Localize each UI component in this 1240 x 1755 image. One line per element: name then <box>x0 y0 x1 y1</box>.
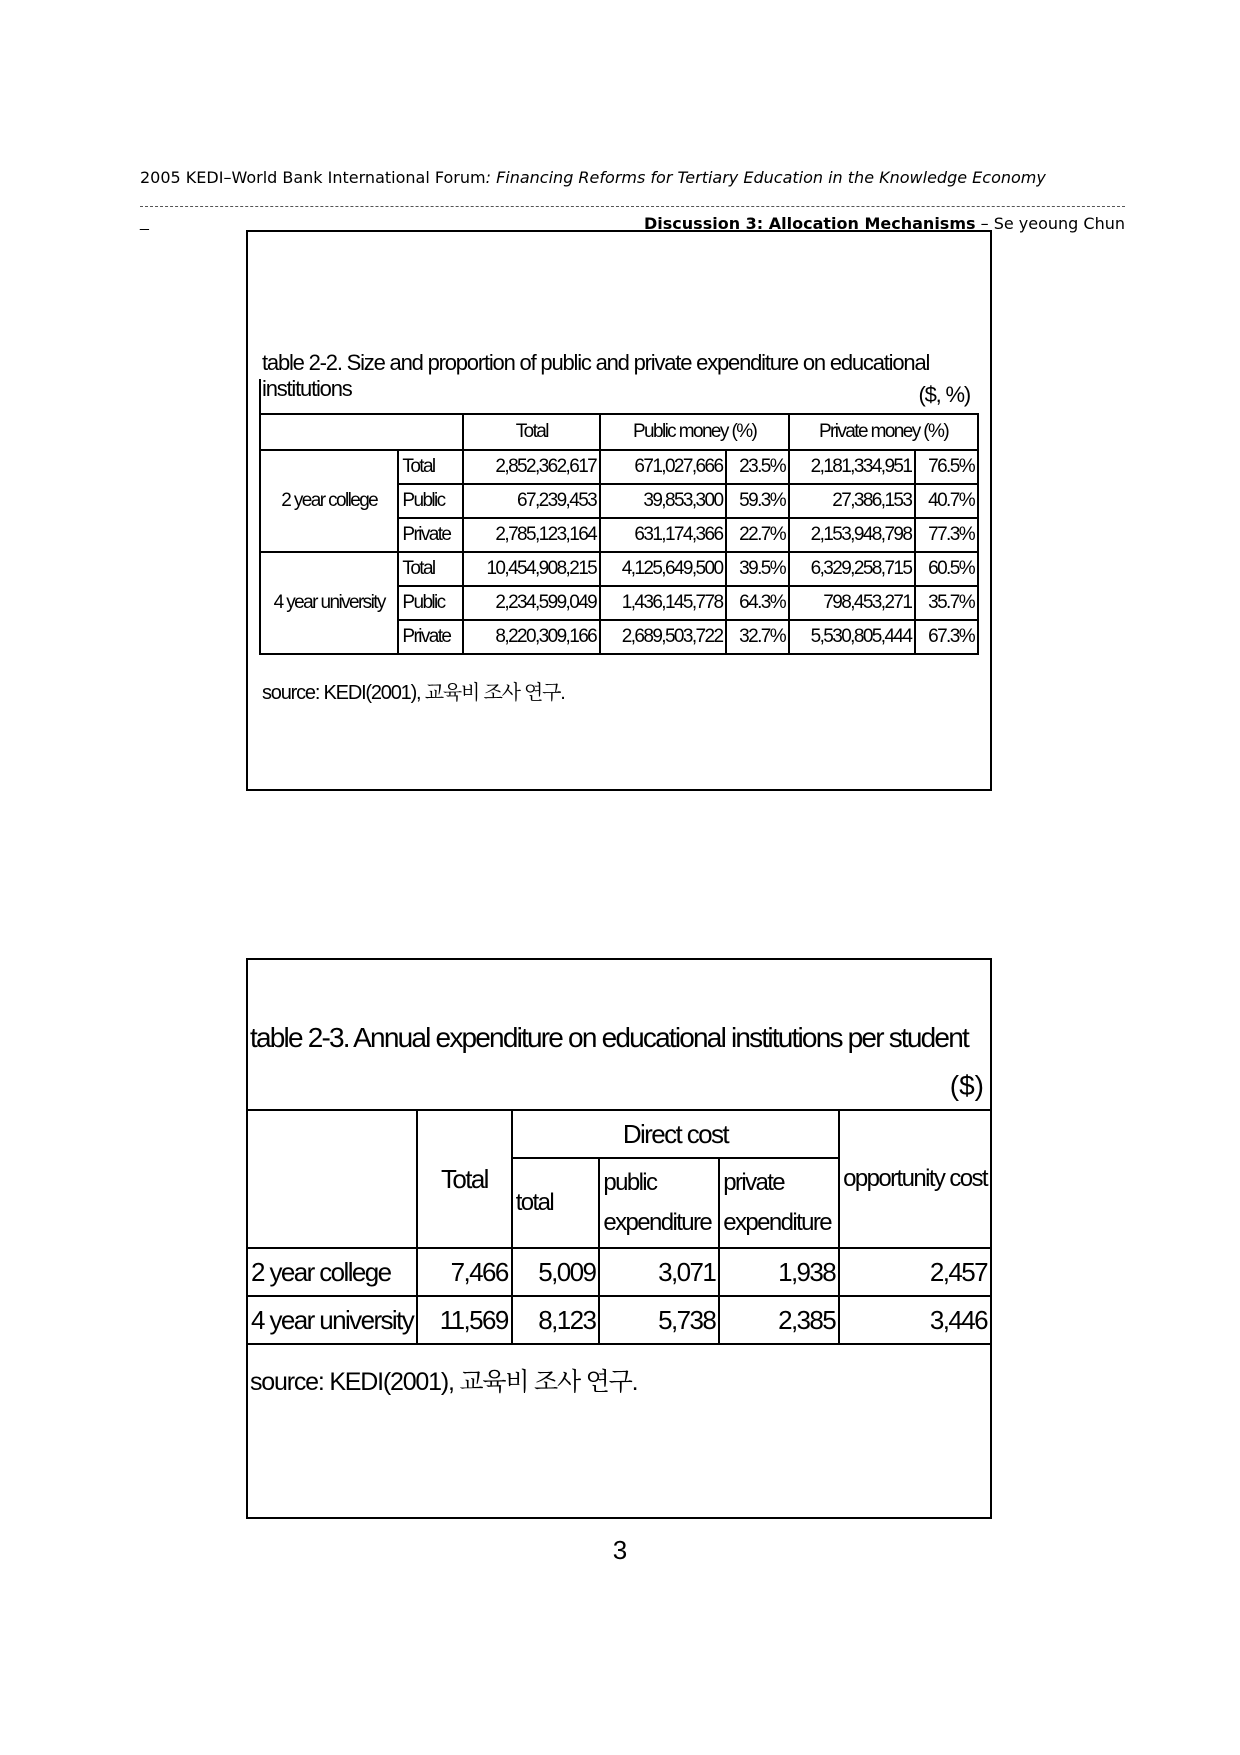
table-2-3-unit: ($) <box>949 1070 984 1101</box>
table-cell: 2,785,123,164 <box>463 518 600 552</box>
table-cell: Total <box>463 414 600 450</box>
header-rule <box>140 206 1125 207</box>
table-row <box>247 1296 991 1344</box>
table-cell: 4 year university <box>260 552 398 654</box>
table-row <box>260 450 978 484</box>
table-cell: Public <box>398 586 463 620</box>
table-2-2-title: table 2-2. Size and proportion of public and private expenditure on educational institutions <box>262 350 930 401</box>
table-2-2-unit: ($, %) <box>918 382 970 407</box>
table-cell: 59.3% <box>726 484 789 518</box>
table-cell: 8,220,309,166 <box>463 620 600 654</box>
table-row <box>247 1110 991 1158</box>
table-cell: 2,852,362,617 <box>463 450 600 484</box>
table-cell: 77.3% <box>915 518 978 552</box>
table-cell: 6,329,258,715 <box>789 552 915 586</box>
table-cell: 1,436,145,778 <box>600 586 726 620</box>
table-2-3-source: source: KEDI(2001), 교육비 조사 연구. <box>250 1368 638 1396</box>
table-cell: 2 year college <box>247 1248 417 1296</box>
table-cell: Total <box>417 1110 512 1248</box>
table-cell: 2,689,503,722 <box>600 620 726 654</box>
discussion-title: Discussion 3: Allocation Mechanisms <box>644 214 976 233</box>
table-2-3-title: table 2-3. Annual expenditure on educational institutions per student <box>250 1022 968 1053</box>
table-2-2-frame <box>246 230 992 791</box>
table-cell: 64.3% <box>726 586 789 620</box>
table-cell: 3,071 <box>599 1248 719 1296</box>
table-cell: 39,853,300 <box>600 484 726 518</box>
table-row <box>260 552 978 586</box>
page-number: 3 <box>612 1535 628 1565</box>
table-cell: 11,569 <box>417 1296 512 1344</box>
table-cell: 5,738 <box>599 1296 719 1344</box>
running-header <box>140 168 1046 187</box>
table-cell: total <box>512 1158 600 1248</box>
table-cell: 5,009 <box>512 1248 600 1296</box>
table-cell: 67.3% <box>915 620 978 654</box>
table-row <box>260 414 978 450</box>
table-cell: 10,454,908,215 <box>463 552 600 586</box>
table-cell: 671,027,666 <box>600 450 726 484</box>
table-cell <box>260 414 463 450</box>
table-cell: 2 year college <box>260 450 398 552</box>
table-cell: 798,453,271 <box>789 586 915 620</box>
table-cell: Direct cost <box>512 1110 839 1158</box>
table-cell: 60.5% <box>915 552 978 586</box>
table-cell: 2,385 <box>719 1296 839 1344</box>
table-2-3-frame <box>246 958 992 1519</box>
table-cell: Total <box>398 450 463 484</box>
table-cell: 2,181,334,951 <box>789 450 915 484</box>
author: – Se yeoung Chun <box>975 214 1125 233</box>
table-cell: Public <box>398 484 463 518</box>
table-2-2 <box>259 413 979 655</box>
table-cell: 27,386,153 <box>789 484 915 518</box>
table-cell: 35.7% <box>915 586 978 620</box>
table-cell: 23.5% <box>726 450 789 484</box>
table-cell: opportunity cost <box>839 1110 991 1248</box>
table-cell: 22.7% <box>726 518 789 552</box>
table-cell: 5,530,805,444 <box>789 620 915 654</box>
table-cell: Public money (%) <box>600 414 789 450</box>
table-cell: 2,153,948,798 <box>789 518 915 552</box>
table-cell: public expenditure <box>599 1158 719 1248</box>
table-cell: 40.7% <box>915 484 978 518</box>
forum-name: 2005 KEDI–World Bank International Forum <box>140 168 486 187</box>
table-cell: 8,123 <box>512 1296 600 1344</box>
table-cell: Private <box>398 620 463 654</box>
table-cell: 1,938 <box>719 1248 839 1296</box>
table-cell: private expenditure <box>719 1158 839 1248</box>
table-row <box>247 1248 991 1296</box>
table-cell: 67,239,453 <box>463 484 600 518</box>
table-2-2-source: source: KEDI(2001), 교육비 조사 연구. <box>262 682 565 704</box>
table-cell: Private <box>398 518 463 552</box>
table-cell <box>247 1110 417 1248</box>
forum-title: : Financing Reforms for Tertiary Education in the Knowledge Economy <box>485 168 1046 187</box>
table-cell: 76.5% <box>915 450 978 484</box>
table-cell: Private money (%) <box>789 414 978 450</box>
table-cell: 4 year university <box>247 1296 417 1344</box>
table-cell: 39.5% <box>726 552 789 586</box>
header-dash: _ <box>140 214 149 231</box>
frame-tick <box>259 379 261 415</box>
table-cell: 2,234,599,049 <box>463 586 600 620</box>
table-2-3 <box>246 1109 992 1345</box>
table-cell: Total <box>398 552 463 586</box>
table-cell: 2,457 <box>839 1248 991 1296</box>
table-cell: 631,174,366 <box>600 518 726 552</box>
table-cell: 3,446 <box>839 1296 991 1344</box>
table-cell: 32.7% <box>726 620 789 654</box>
table-cell: 4,125,649,500 <box>600 552 726 586</box>
table-cell: 7,466 <box>417 1248 512 1296</box>
